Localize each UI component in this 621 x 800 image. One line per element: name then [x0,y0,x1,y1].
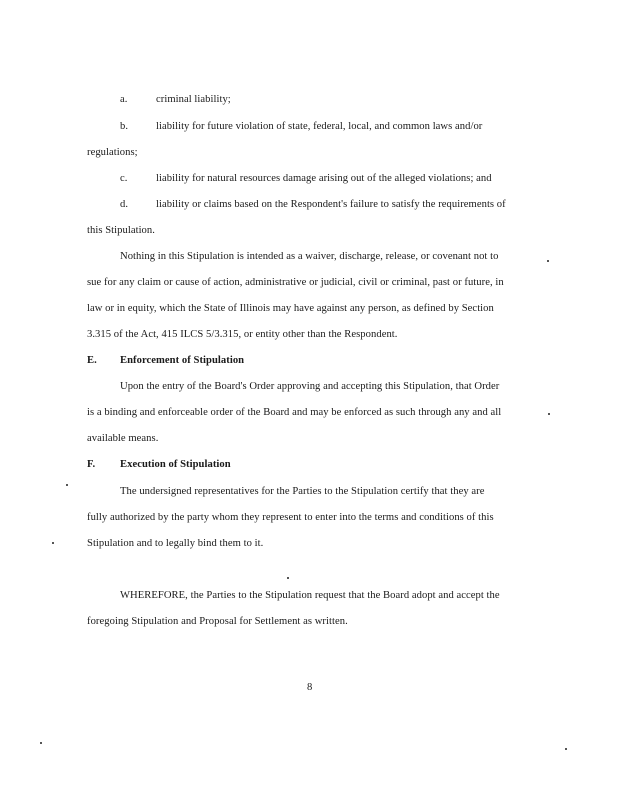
item-b-marker: b. [120,121,129,132]
item-c-text: liability for natural resources damage arising out of the alleged violations; and [156,173,492,184]
scan-speck [66,484,68,486]
paragraph-line: 3.315 of the Act, 415 ILCS 5/3.315, or entity other than the Respondent. [87,329,398,340]
page-number: 8 [307,682,313,693]
paragraph-line: available means. [87,433,159,444]
item-b-text: liability for future violation of state, federal, local, and common laws and/or [156,121,483,132]
wherefore-line: WHEREFORE, the Parties to the Stipulation request that the Board adopt and accept the [120,590,500,601]
paragraph-line: Nothing in this Stipulation is intended as a waiver, discharge, release, or covenant not to [120,251,499,262]
paragraph-line: The undersigned representatives for the Parties to the Stipulation certify that they are [120,486,485,497]
item-c-marker: c. [120,173,128,184]
section-e-heading: Enforcement of Stipulation [120,355,245,366]
section-e-letter: E. [87,355,97,366]
scan-speck [287,577,289,579]
scan-speck [565,748,567,750]
section-f-heading: Execution of Stipulation [120,459,231,470]
scan-speck [547,260,549,262]
paragraph-line: Stipulation and to legally bind them to it. [87,538,264,549]
item-a-text: criminal liability; [156,94,231,105]
paragraph-line: Upon the entry of the Board's Order approving and accepting this Stipulation, that Order [120,381,500,392]
section-f-letter: F. [87,459,96,470]
item-a-marker: a. [120,94,128,105]
scan-speck [52,542,54,544]
paragraph-line: is a binding and enforceable order of the Board and may be enforced as such through any and all [87,407,502,418]
scan-speck [548,413,550,415]
paragraph-line: sue for any claim or cause of action, administrative or judicial, civil or criminal, past or future, in [87,277,504,288]
item-b-continuation: regulations; [87,147,138,158]
wherefore-line: foregoing Stipulation and Proposal for Settlement as written. [87,616,348,627]
item-d-marker: d. [120,199,129,210]
scan-speck [40,742,42,744]
paragraph-line: law or in equity, which the State of Illinois may have against any person, as defined by Section [87,303,494,314]
item-d-text: liability or claims based on the Respondent's failure to satisfy the requirements of [156,199,506,210]
item-d-continuation: this Stipulation. [87,225,155,236]
paragraph-line: fully authorized by the party whom they represent to enter into the terms and conditions of this [87,512,494,523]
